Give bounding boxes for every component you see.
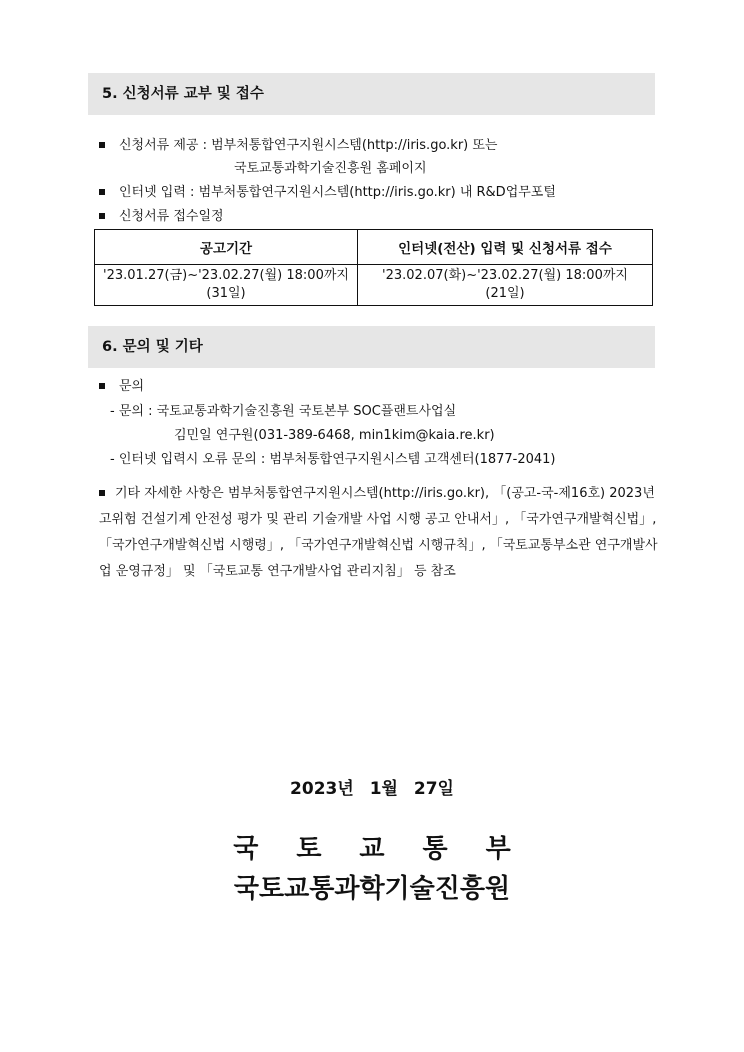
square-bullet-icon: [99, 383, 105, 389]
agency-name: 국토교통과학기술진흥원: [233, 874, 511, 904]
announcement-date: 2023년 1월 27일: [290, 779, 454, 799]
table-cell: '23.01.27(금)~'23.02.27(월) 18:00까지 (31일): [95, 265, 358, 306]
square-bullet-icon: [99, 142, 105, 148]
section-5-title: 5. 신청서류 교부 및 접수: [102, 86, 264, 102]
table-header: 인터넷(전산) 입력 및 신청서류 접수: [358, 230, 653, 265]
inquiry-contact-person: 김민일 연구원(031-389-6468, min1kim@kaia.re.kr): [174, 428, 495, 443]
ministry-name: 국토교통부: [233, 834, 549, 864]
square-bullet-icon: [99, 189, 105, 195]
table-cell: '23.02.07(화)~'23.02.27(월) 18:00까지 (21일): [358, 265, 653, 306]
section-5-header: [88, 73, 655, 115]
section-6-title: 6. 문의 및 기타: [102, 339, 203, 355]
table-header: 공고기간: [95, 230, 358, 265]
bullet-internet-input: 인터넷 입력 : 범부처통합연구지원시스템(http://iris.go.kr) 내 R&D업무포털: [99, 181, 556, 200]
document-provision-continued: 국토교통과학기술진흥원 홈페이지: [234, 161, 427, 176]
square-bullet-icon: [99, 213, 105, 219]
bullet-document-provision: 신청서류 제공 : 범부처통합연구지원시스템(http://iris.go.kr) 또는: [99, 134, 498, 153]
bullet-inquiry: 문의: [99, 375, 144, 394]
inquiry-error-contact: - 인터넷 입력시 오류 문의 : 범부처통합연구지원시스템 고객센터(1877-2041): [110, 452, 556, 467]
other-references: 기타 자세한 사항은 범부처통합연구지원시스템(http://iris.go.kr), 「(공고-국-제16호) 2023년 고위험 건설기계 안전성 평가 및 관리 기술개발 사업 시행 공고 안내서」, 「국가연구개발혁신법」, 「국가연구개발혁신법 시행령」, 「국가연구개발혁신법 시행규칙」, 「국토교통부소관 연구개발사업 운영규정」 및 「국토교통 연구개발사업 관리지침」 등 참조: [99, 486, 658, 579]
table-row: [95, 265, 653, 306]
inquiry-contact: - 문의 : 국토교통과학기술진흥원 국토본부 SOC플랜트사업실: [110, 404, 457, 419]
section-6-header: [88, 326, 655, 368]
bullet-schedule: 신청서류 접수일정: [99, 205, 224, 224]
square-bullet-icon: [99, 490, 105, 496]
schedule-table: [94, 229, 653, 306]
table-header-row: [95, 230, 653, 265]
